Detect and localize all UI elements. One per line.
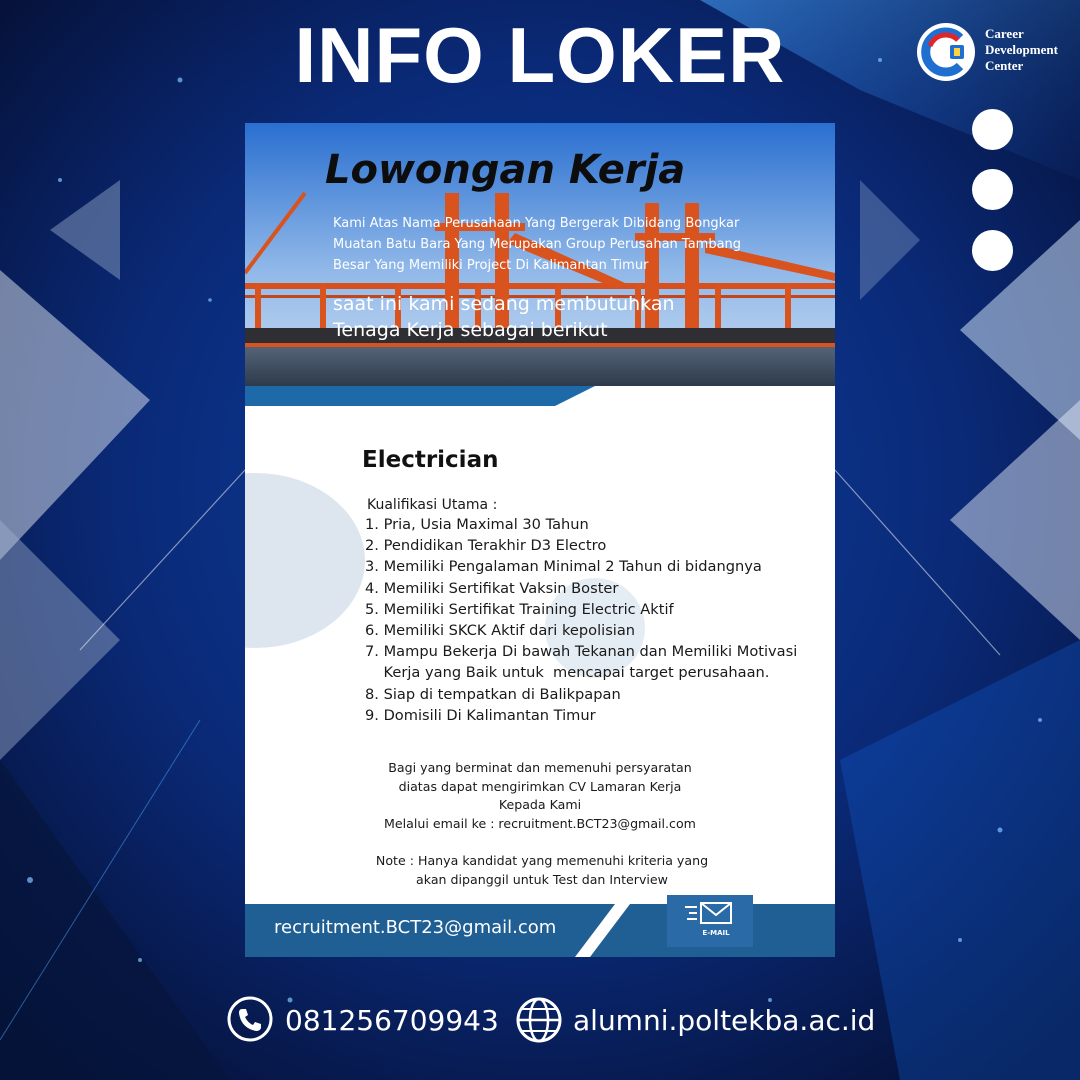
intro-line: Muatan Batu Bara Yang Merupakan Group Perusahan Tambang xyxy=(333,237,742,252)
phone-icon xyxy=(227,996,273,1042)
phone-number: 081256709943 xyxy=(285,1004,499,1037)
email-icon-label: E-MAIL xyxy=(702,929,730,937)
need-line: Tenaga Kerja sebagai berikut xyxy=(333,319,608,341)
apply-line: Melalui email ke : recruitment.BCT23@gmail.com xyxy=(384,815,696,831)
logo-text-line: Center xyxy=(985,58,1024,73)
globe-icon xyxy=(515,996,563,1044)
footer-email[interactable]: recruitment.BCT23@gmail.com xyxy=(274,917,557,938)
list-item: 3. Memiliki Pengalaman Minimal 2 Tahun di bidangnya xyxy=(365,558,762,576)
list-item: 8. Siap di tempatkan di Balikpapan xyxy=(365,685,621,703)
list-item: 9. Domisili Di Kalimantan Timur xyxy=(365,706,596,724)
apply-instructions xyxy=(365,759,715,833)
list-item: 1. Pria, Usia Maximal 30 Tahun xyxy=(365,516,589,533)
apply-line: Bagi yang berminat dan memenuhi persyaratan xyxy=(388,760,692,775)
qualification-label: Kualifikasi Utama : xyxy=(367,497,498,513)
phone-contact[interactable] xyxy=(227,996,499,1050)
intro-line: Kami Atas Nama Perusahaan Yang Bergerak Dibidang Bongkar xyxy=(333,216,740,231)
decorative-dot xyxy=(972,169,1013,210)
apply-line: Kepada Kami xyxy=(498,797,582,812)
poster-heading: Lowongan Kerja xyxy=(325,147,686,193)
logo-text xyxy=(985,26,1058,74)
intro-line: Besar Yang Memiliki Project Di Kalimantan Timur xyxy=(333,258,649,273)
note-line: akan dipanggil untuk Test dan Interview xyxy=(416,871,668,887)
decorative-circle xyxy=(245,473,365,648)
decorative-dot xyxy=(972,109,1013,150)
note-line: Note : Hanya kandidat yang memenuhi kriteria yang xyxy=(375,853,709,868)
website-url: alumni.poltekba.ac.id xyxy=(573,1004,876,1037)
decorative-dot xyxy=(972,230,1013,271)
poster-need-text xyxy=(333,291,675,343)
logo-icon xyxy=(916,22,976,82)
note-text xyxy=(365,852,719,889)
accent-band xyxy=(245,386,835,446)
list-item: 6. Memiliki SKCK Aktif dari kepolisian xyxy=(365,622,636,640)
logo-text-line: Development xyxy=(985,42,1058,57)
poster-intro xyxy=(333,213,793,276)
job-title: Electrician xyxy=(362,447,499,473)
list-item: 5. Memiliki Sertifikat Training Electric Aktif xyxy=(365,600,674,618)
qualification-list xyxy=(365,514,825,726)
need-line: saat ini kami sedang membutuhkan xyxy=(333,293,675,315)
list-item: Kerja yang Baik untuk mencapai target perusahaan. xyxy=(365,664,770,682)
website-contact[interactable] xyxy=(515,996,876,1050)
list-item: 2. Pendidikan Terakhir D3 Electro xyxy=(365,537,607,555)
page-title: INFO LOKER xyxy=(294,11,786,99)
job-poster xyxy=(245,123,835,957)
logo-text-line: Career xyxy=(985,26,1024,41)
email-icon xyxy=(667,895,753,947)
apply-line: diatas dapat mengirimkan CV Lamaran Kerja xyxy=(398,778,682,794)
list-item: 4. Memiliki Sertifikat Vaksin Boster xyxy=(365,579,619,597)
list-item: 7. Mampu Bekerja Di bawah Tekanan dan Memiliki Motivasi xyxy=(365,643,798,661)
